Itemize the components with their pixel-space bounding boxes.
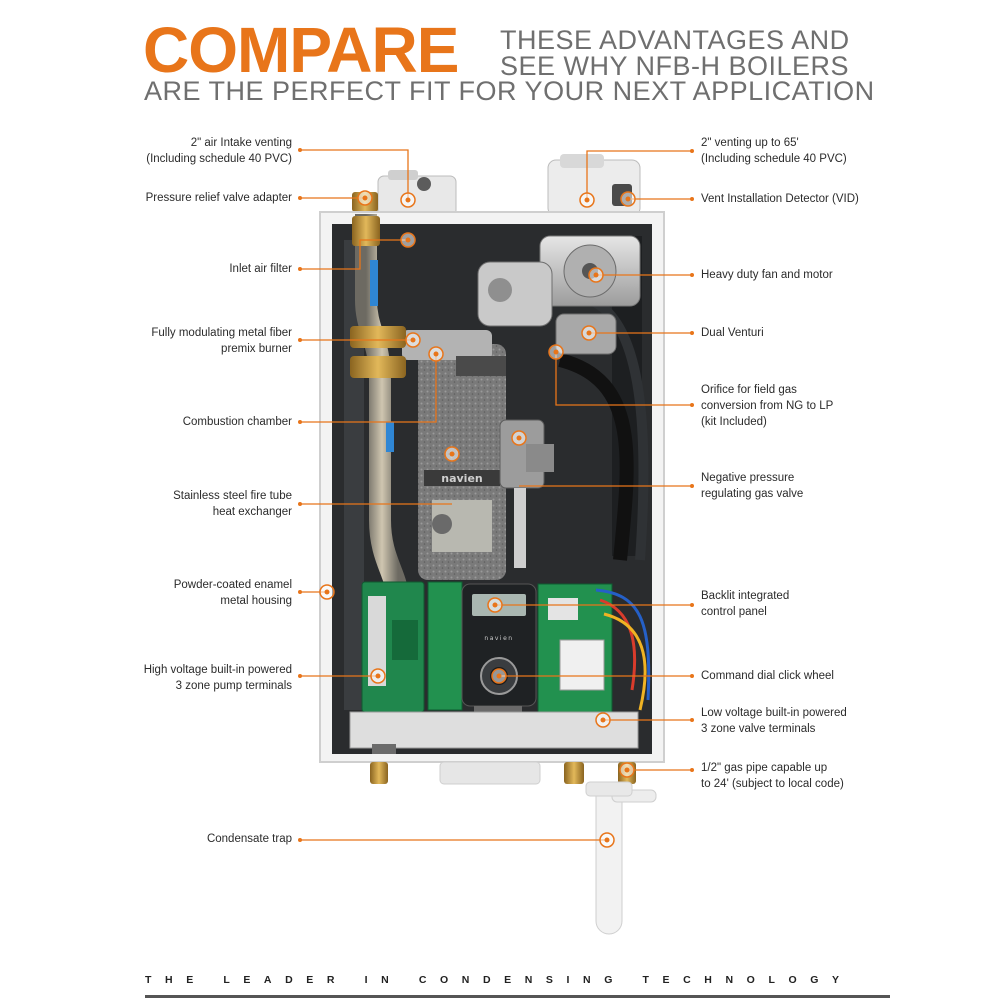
- headline-line-2: SEE WHY NFB-H BOILERS: [500, 51, 850, 81]
- callout-inlet-air-filter: Inlet air filter: [229, 263, 292, 275]
- callout-gas-pipe: 1/2" gas pipe capable up to 24' (subject to local code): [701, 762, 844, 790]
- callout-click-wheel: Command dial click wheel: [701, 670, 834, 682]
- bottom-fitting-left: [370, 762, 388, 784]
- panel-brand: navien: [484, 635, 514, 642]
- high-voltage-board: [362, 582, 424, 712]
- condensate-trap: [586, 782, 656, 934]
- callout-combustion-chamber: Combustion chamber: [182, 416, 292, 428]
- callout-premix-burner: Fully modulating metal fiber premix burner: [151, 327, 292, 355]
- callout-valve-terminals: Low voltage built-in powered 3 zone valve terminals: [701, 707, 847, 735]
- callout-heat-exchanger: Stainless steel fire tube heat exchanger: [173, 490, 292, 518]
- callout-dual-venturi: Dual Venturi: [701, 327, 764, 339]
- callout-metal-housing: Powder-coated enamel metal housing: [173, 579, 292, 607]
- headline-line-1: THESE ADVANTAGES AND: [500, 25, 850, 55]
- headline-line-3: ARE THE PERFECT FIT FOR YOUR NEXT APPLICATION: [144, 76, 875, 106]
- callout-control-panel: Backlit integrated control panel: [701, 590, 790, 618]
- callout-gas-orifice: Orifice for field gas conversion from NG to LP (kit Included): [701, 384, 834, 428]
- footer-tagline: THE LEADER IN CONDENSING TECHNOLOGY: [145, 974, 853, 986]
- callout-vent-detector: Vent Installation Detector (VID): [701, 193, 859, 205]
- air-intake-cap: [378, 170, 456, 216]
- callout-condensate-trap: Condensate trap: [206, 833, 292, 845]
- callout-pump-terminals: High voltage built-in powered 3 zone pump terminals: [143, 664, 292, 692]
- headline-compare: COMPARE: [143, 14, 459, 86]
- callout-fan-motor: Heavy duty fan and motor: [701, 269, 833, 281]
- bottom-fitting-water: [564, 762, 584, 784]
- callout-gas-valve: Negative pressure regulating gas valve: [701, 472, 804, 500]
- callout-pressure-relief-valve: Pressure relief valve adapter: [145, 192, 292, 204]
- brand-mark: navien: [441, 472, 483, 485]
- vent-exhaust-cap: [548, 154, 640, 216]
- callout-venting-65: 2" venting up to 65' (Including schedule 40 PVC): [701, 137, 847, 165]
- callout-air-intake-venting: 2" air Intake venting (Including schedule 40 PVC): [146, 137, 292, 165]
- footer-rule: [145, 995, 890, 998]
